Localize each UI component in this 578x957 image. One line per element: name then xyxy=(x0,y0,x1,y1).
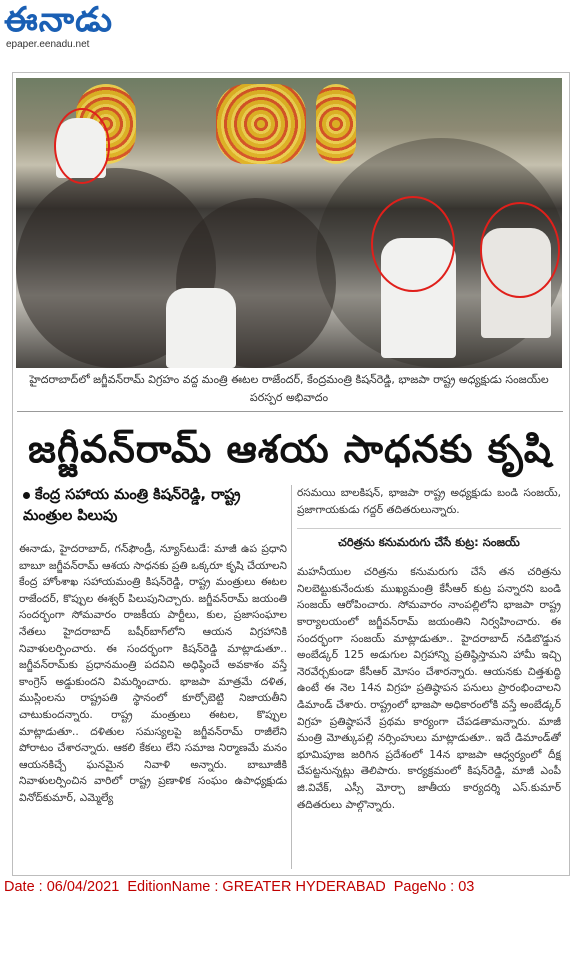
article-column-left xyxy=(19,485,287,871)
bullet-icon xyxy=(23,492,30,499)
article-deck xyxy=(19,485,287,527)
article-body-left: ఈనాడు, హైదరాబాద్‌, గన్‌ఫౌండ్రీ, న్యూస్‌టుడే: మాజీ ఉప ప్రధాని బాబూ జగ్జీవన్‌రామ్‌ ఆశయ సాధనకు ప్రతి ఒక్కరూ కృషి చేయాలని కేంద్ర హోంశాఖ సహాయమంత్రి కిషన్‌రెడ్డి, రాష్ట్ర మంత్రులు ఈటల రాజేందర్‌, కొప్పుల ఈశ్వర్‌ పిలుపునిచ్చారు. జగ్జీవన్‌రామ్‌ జయంతి సందర్భంగా సోమవారం రాజకీయ పార్టీలు, కుల, ప్రజాసంఘాల నేతలు హైదరాబాద్‌ బషీర్‌బాగ్‌లోని ఆయన విగ్రహానికి నివాళులర్పించారు. ఈ సందర్భంగా కిషన్‌రెడ్డి మాట్లాడుతూ.. జగ్జీవన్‌రామ్‌కు ప్రధానమంత్రి పదవిని అధిష్ఠించే అవకాశం వస్తే కాంగ్రెస్‌ అడ్డుకుందని విమర్శించారు. భాజపా మాత్రమే దళిత, ముస్లింలను రాష్ట్రపతి స్థానంలో కూర్చోబెట్టి నిజాయతీని చాటుకుందన్నారు. రాష్ట్ర మంత్రులు ఈటల, కొప్పుల మాట్లాడుతూ.. దళితుల సమస్యలపై జగ్జీవన్‌రామ్‌ రాజీలేని పోరాటం చేశారన్నారు. ఆకలి కేకలు లేని సమాజ నిర్మాణమే మనం ఆయనకిచ్చే ఘనమైన నివాళి అన్నారు. బాబూజీకి నివాళులర్పించిన వారిలో రాష్ట్ర ప్రణాళిక సంఘం ఉపాధ్యక్షుడు వినోద్‌కుమార్‌, ఎమ్మెల్యే xyxy=(19,543,287,804)
deck-text: కేంద్ర సహాయ మంత్రి కిషన్‌రెడ్డి, రాష్ట్ర మంత్రుల పిలుపు xyxy=(23,487,241,524)
footer-edition: EditionName : GREATER HYDERABAD xyxy=(127,879,386,895)
site-url[interactable]: epaper.eenadu.net xyxy=(6,39,90,50)
flower-garland xyxy=(316,84,356,164)
news-article xyxy=(12,72,570,876)
article-body-right: మహనీయుల చరిత్రను కనుమరుగు చేసే తన చరిత్రను నిలబెట్టుకునేందుకు ముఖ్యమంత్రి కేసీఆర్‌ కుట్ర పన్నారని బండి సంజయ్‌ ఆరోపించారు. సోమవారం నాంపల్లిలోని భాజపా రాష్ట్ర కార్యాలయంలో జగ్జీవన్‌రామ్‌ జయంతిని నిర్వహించారు. ఈ సందర్భంగా సంజయ్‌ మాట్లాడుతూ.. హైదరాబాద్‌ నడిబొడ్డున అంబేడ్కర్‌ 125 అడుగుల విగ్రహాన్ని ప్రతిష్ఠిస్తామని హామీ ఇచ్చి నెరవేర్చకుండా కేసీఆర్‌ మోసం చేశారన్నారు. ఆయనకు చిత్తశుద్ధి ఉంటే ఈ నెల 14న విగ్రహ ప్రతిష్ఠాపన పనులు ప్రారంభించాలని డిమాండ్‌ చేశారు. రాష్ట్రంలో భాజపా అధికారంలోకి వస్తే అంబేడ్కర్‌ విగ్రహ ప్రతిష్ఠాపనే ప్రథమ కార్యంగా చేపడతామన్నారు. మాజీ మంత్రి మోత్కుపల్లి నర్సింహులు మాట్లాడుతూ.. ఇదే డిమాండ్‌తో భూమిపూజ జరిగిన ప్రదేశంలో 14న భాజపా ఆధ్వర్యంలో దీక్ష చేపట్టనున్నట్లు తెలిపారు. కార్యక్రమంలో కిషన్‌రెడ్డి, మాజీ ఎంపీ జి.వివేక్‌, ఎస్సీ మోర్చా జాతీయ కార్యదర్శి ఎస్‌.కుమార్‌ తదితరులు పాల్గొన్నారు. xyxy=(297,566,561,811)
highlight-circle xyxy=(480,202,560,298)
edition-footer xyxy=(4,876,574,898)
highlight-circle xyxy=(371,196,455,292)
footer-date: Date : 06/04/2021 xyxy=(4,879,120,895)
footer-page: PageNo : 03 xyxy=(393,879,475,895)
flower-garland xyxy=(216,84,306,164)
article-body-right-intro: రసమయి బాలకిషన్‌, భాజపా రాష్ట్ర అధ్యక్షుడు బండి సంజయ్‌, ప్రజాగాయకుడు గద్దర్‌ తదితరులున్నారు. xyxy=(297,487,561,516)
article-subhead: చరిత్రను కనుమరుగు చేసే కుట్ర: సంజయ్‌ xyxy=(297,528,561,552)
highlight-circle xyxy=(54,108,110,184)
eenadu-logo[interactable]: ఈనాడు xyxy=(4,0,114,40)
person-shape xyxy=(166,288,236,368)
article-photo xyxy=(16,78,562,368)
masthead xyxy=(4,2,204,54)
caption-divider xyxy=(17,411,563,412)
photo-caption: హైదరాబాద్‌లో జగ్జీవన్‌రామ్‌ విగ్రహం వద్ద మంత్రి ఈటల రాజేందర్‌, కేంద్రమంత్రి కిషన్‌రెడ్డి, భాజపా రాష్ట్ర అధ్యక్షుడు సంజయ్‌ల పరస్పర అభివాదం xyxy=(29,373,549,404)
column-divider xyxy=(291,485,292,869)
article-headline: జగ్జీవన్‌రామ్‌ ఆశయ సాధనకు కృషి xyxy=(28,427,552,471)
article-column-right xyxy=(297,485,561,871)
